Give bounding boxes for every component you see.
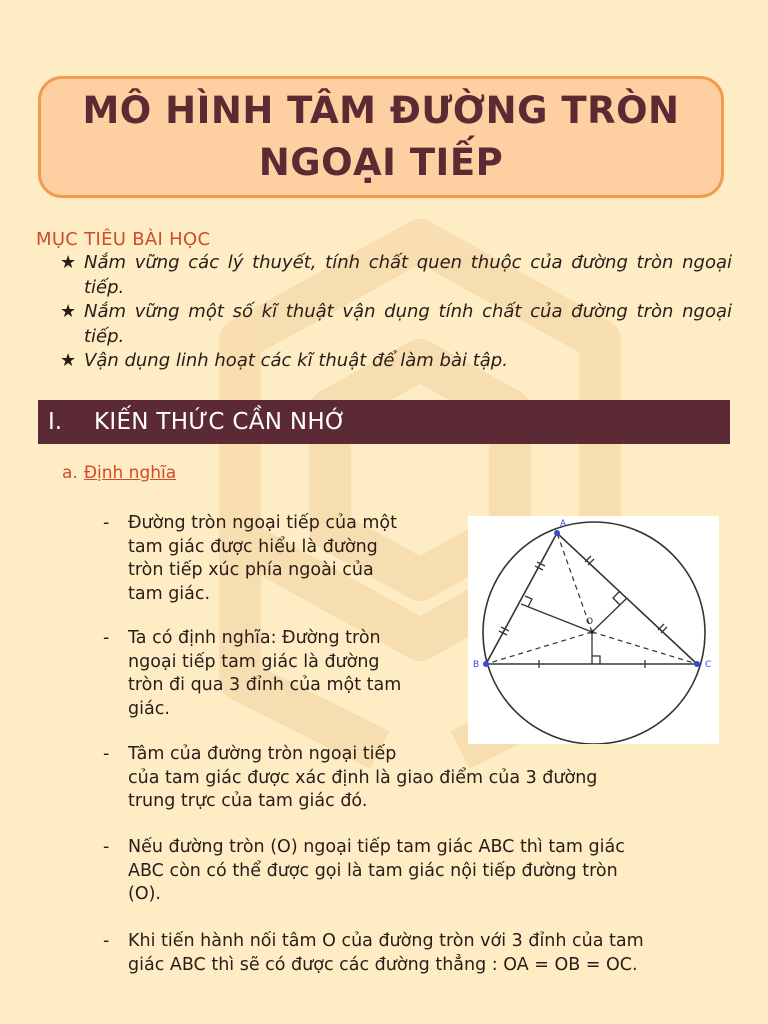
bullet-line: Ta có định nghĩa: Đường tròn (128, 628, 381, 648)
definition-bullet (103, 627, 448, 721)
segment-oc (592, 632, 697, 664)
section-title: KIẾN THỨC CẦN NHỚ (94, 409, 347, 435)
label-o: O (586, 617, 594, 627)
section-header (38, 400, 730, 444)
right-angle-ac (613, 591, 620, 605)
objectives-heading: MỤC TIÊU BÀI HỌC (36, 229, 211, 250)
bullet-line: tam giác được hiểu là đường (128, 536, 378, 557)
objective-text: Nắm vững các lý thuyết, tính chất quen thuộc của đường tròn ngoại tiếp. (84, 252, 732, 298)
circumcircle-diagram (468, 516, 719, 744)
bullet-line: giác. (128, 698, 170, 719)
objective-item (60, 300, 732, 349)
objective-item (60, 349, 732, 374)
definition-bullet (103, 930, 733, 977)
bullet-line: tròn tiếp xúc phía ngoài của (128, 560, 374, 580)
point-c (694, 661, 700, 667)
segment-ob (486, 632, 592, 664)
perp-bisector-ac (592, 598, 627, 632)
objective-item (60, 251, 732, 300)
perp-bisector-ab (521, 604, 592, 632)
bullet-dash: - (103, 628, 110, 648)
bullet-line: Khi tiến hành nối tâm O của đường tròn với 3 đỉnh của tam (128, 931, 644, 951)
star-icon: ★ (60, 301, 77, 322)
subsection-title: Định nghĩa (83, 463, 177, 483)
title-box (38, 76, 724, 198)
label-a: A (560, 519, 567, 529)
bullet-line: (O). (128, 884, 161, 904)
point-b (483, 661, 489, 667)
bullet-line: Nếu đường tròn (O) ngoại tiếp tam giác ABC thì tam giác (128, 837, 625, 857)
subsection-letter: a. (62, 463, 78, 483)
bullet-dash: - (103, 744, 110, 764)
star-icon: ★ (60, 350, 77, 371)
page-title-line-2: NGOẠI TIẾP (258, 141, 504, 184)
bullet-dash: - (103, 513, 110, 533)
bullet-dash: - (103, 931, 110, 951)
label-b: B (473, 660, 480, 670)
page-title-line-1: MÔ HÌNH TÂM ĐƯỜNG TRÒN (82, 89, 680, 132)
subsection-heading (62, 463, 176, 483)
objective-text: Vận dụng linh hoạt các kĩ thuật để làm bài tập. (84, 350, 508, 371)
objective-text: Nắm vững một số kĩ thuật vận dụng tính chất của đường tròn ngoại tiếp. (84, 301, 732, 347)
point-o (590, 630, 594, 634)
objectives-list (60, 251, 732, 374)
bullet-line: giác ABC thì sẽ có được các đường thẳng : OA = OB = OC. (128, 954, 638, 975)
point-a (554, 530, 560, 536)
bullet-line: Tâm của đường tròn ngoại tiếp (128, 744, 397, 764)
bullet-line: ABC còn có thể được gọi là tam giác nội tiếp đường tròn (128, 860, 618, 881)
bullet-line: trung trực của tam giác đó. (128, 791, 368, 811)
right-angle-bc (592, 656, 600, 664)
bullet-line: của tam giác được xác định là giao điểm của 3 đường (128, 767, 598, 788)
definition-bullet (103, 836, 733, 907)
section-number: I. (48, 409, 63, 435)
bullet-line: Đường tròn ngoại tiếp của một (128, 513, 397, 533)
circumcircle-figure (468, 516, 719, 744)
bullet-dash: - (103, 837, 110, 857)
definition-bullet (103, 743, 723, 814)
page-title (82, 85, 679, 189)
bullet-line: tròn đi qua 3 đỉnh của một tam (128, 675, 402, 695)
label-c: C (705, 660, 712, 670)
bullet-line: tam giác. (128, 583, 211, 604)
bullet-line: ngoại tiếp tam giác là đường (128, 651, 380, 672)
star-icon: ★ (60, 252, 77, 273)
definition-bullet (103, 512, 448, 606)
